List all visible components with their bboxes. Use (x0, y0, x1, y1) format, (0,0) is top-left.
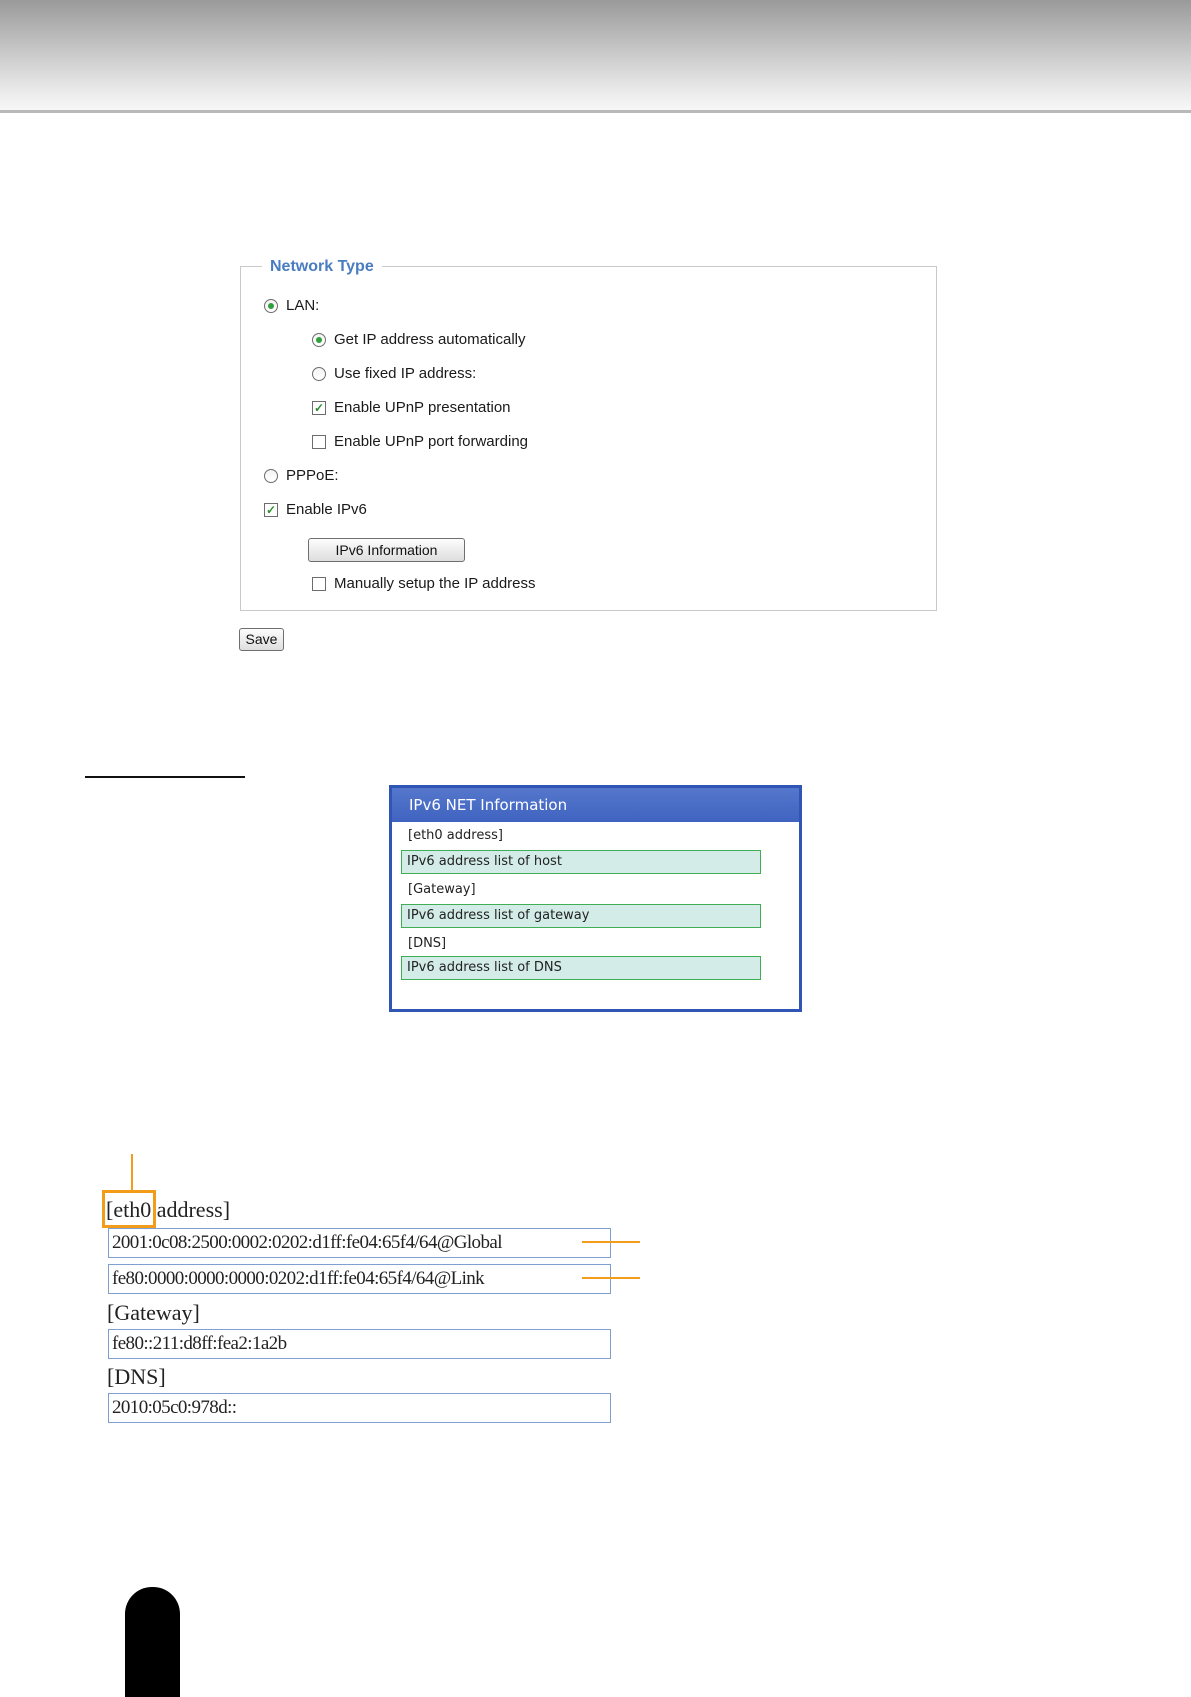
manual-setup-option[interactable] (312, 575, 536, 592)
eth0-label: [eth0 address] (408, 828, 503, 843)
eth0-interface-name: eth0 (113, 1197, 152, 1222)
use-fixed-ip-label: Use fixed IP address: (334, 365, 477, 382)
example-dns-label: [DNS] (107, 1364, 166, 1389)
pppoe-option[interactable] (264, 467, 339, 484)
enable-ipv6-label: Enable IPv6 (286, 501, 367, 518)
save-button[interactable]: Save (239, 628, 284, 651)
get-ip-auto-label: Get IP address automatically (334, 331, 526, 348)
upnp-presentation-label: Enable UPnP presentation (334, 399, 511, 416)
gateway-address-field: IPv6 address list of gateway (401, 904, 761, 928)
header-divider (0, 110, 1191, 113)
lan-option[interactable] (264, 297, 319, 314)
callout-line-eth0 (131, 1154, 133, 1190)
use-fixed-ip-radio[interactable] (312, 367, 326, 381)
lan-label: LAN: (286, 297, 320, 314)
page-tab-marker (125, 1587, 180, 1697)
lan-radio[interactable] (264, 299, 278, 313)
get-ip-auto-option[interactable] (312, 331, 525, 348)
ipv6-info-window (389, 785, 802, 1012)
upnp-port-forwarding-option[interactable] (312, 433, 528, 450)
gateway-label: [Gateway] (408, 882, 476, 897)
network-type-legend: Network Type (262, 258, 382, 276)
ipv6-window-title: IPv6 NET Information (392, 788, 799, 822)
example-gateway-label: [Gateway] (107, 1300, 200, 1325)
callout-line-global (582, 1241, 640, 1243)
example-dns-field: 2010:05c0:978d:: (108, 1393, 611, 1423)
pppoe-label: PPPoE: (286, 467, 339, 484)
example-gateway-field: fe80::211:d8ff:fea2:1a2b (108, 1329, 611, 1359)
dns-address-field: IPv6 address list of DNS (401, 956, 761, 980)
upnp-presentation-checkbox[interactable]: ✓ (313, 400, 325, 415)
ipv6-information-button[interactable]: IPv6 Information (308, 538, 465, 562)
eth0-bracket-open: [ (106, 1197, 114, 1222)
use-fixed-ip-option[interactable] (312, 365, 476, 382)
upnp-port-forwarding-checkbox[interactable] (312, 435, 326, 449)
section-underline (85, 776, 245, 778)
global-address-field: 2001:0c08:2500:0002:0202:d1ff:fe04:65f4/64@Global (108, 1228, 611, 1258)
eth0-address-word: address] (156, 1197, 231, 1222)
enable-ipv6-checkbox[interactable]: ✓ (265, 502, 277, 517)
host-address-field: IPv6 address list of host (401, 850, 761, 874)
enable-ipv6-option[interactable] (264, 501, 367, 518)
get-ip-auto-radio[interactable] (312, 333, 326, 347)
manual-setup-checkbox[interactable] (312, 577, 326, 591)
upnp-port-forwarding-label: Enable UPnP port forwarding (334, 433, 529, 450)
example-eth0-label (106, 1197, 230, 1223)
dns-label: [DNS] (408, 936, 447, 951)
manual-setup-label: Manually setup the IP address (334, 575, 536, 592)
callout-line-link (582, 1277, 640, 1279)
header-band (0, 0, 1191, 110)
link-address-field: fe80:0000:0000:0000:0202:d1ff:fe04:65f4/64@Link (108, 1264, 611, 1294)
pppoe-radio[interactable] (264, 469, 278, 483)
upnp-presentation-option[interactable] (312, 399, 511, 416)
